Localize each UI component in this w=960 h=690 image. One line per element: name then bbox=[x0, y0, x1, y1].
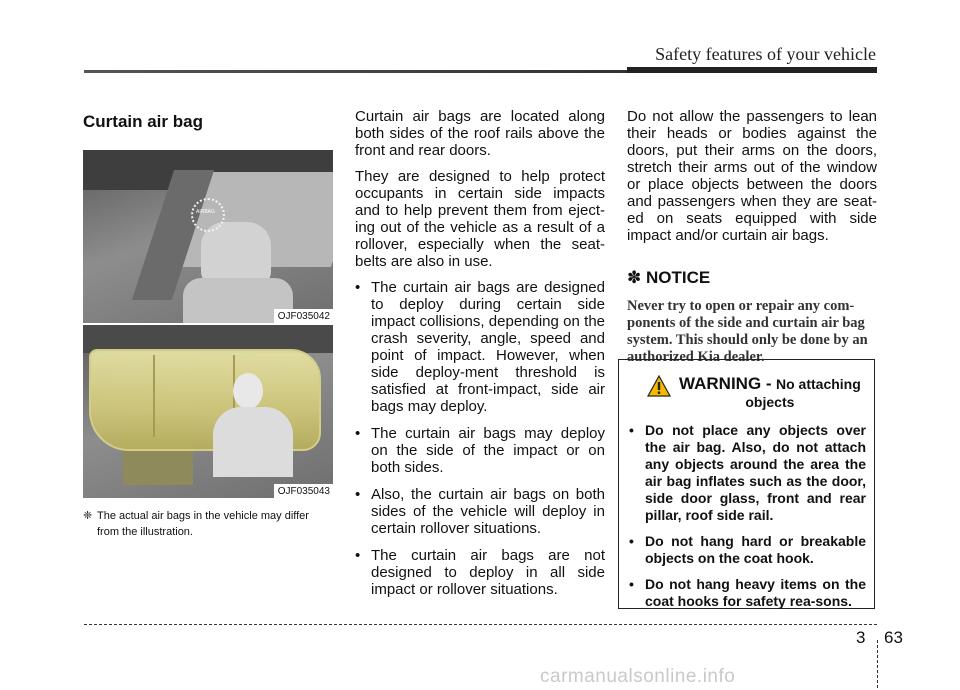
header-title: Safety features of your vehicle bbox=[655, 44, 876, 64]
header-rule bbox=[84, 70, 877, 73]
left-column bbox=[83, 108, 333, 540]
warning-subtitle-line2: objects bbox=[745, 394, 795, 410]
list-item bbox=[355, 425, 605, 476]
warning-header bbox=[629, 374, 866, 410]
bullet-icon: • bbox=[629, 533, 634, 549]
list-item bbox=[629, 576, 866, 610]
watermark: carmanualsonline.info bbox=[540, 666, 736, 687]
list-item-text: Also, the curtain air bags on both sides of the vehicle will deploy in certain rollover situations. bbox=[371, 486, 605, 537]
paragraph: Curtain air bags are located along both sides of the roof rails above the front and rear doors. bbox=[355, 108, 605, 159]
list-item bbox=[355, 279, 605, 415]
bullet-icon: • bbox=[629, 422, 634, 438]
figure-footnote bbox=[83, 508, 333, 540]
bullet-icon: • bbox=[355, 547, 361, 564]
footer-divider bbox=[877, 640, 878, 688]
bullet-icon: • bbox=[355, 486, 361, 503]
occupant-head-shape bbox=[233, 373, 263, 409]
notice-title: ✽ NOTICE bbox=[627, 268, 711, 287]
warning-list bbox=[629, 422, 866, 610]
warning-triangle-icon bbox=[647, 375, 671, 397]
figure-curtain-airbag-location bbox=[83, 150, 333, 323]
warning-title-block bbox=[679, 374, 861, 410]
list-item-text: Do not hang heavy items on the coat hooks for safety rea-sons. bbox=[645, 576, 866, 609]
occupant-body-shape bbox=[213, 407, 293, 477]
figure-label: OJF035043 bbox=[274, 484, 333, 498]
right-column bbox=[627, 108, 877, 366]
footer-rule bbox=[84, 624, 877, 625]
list-item bbox=[355, 547, 605, 598]
page-section-number: 3 bbox=[856, 628, 866, 647]
footnote-text: The actual air bags in the vehicle may differ from the illustration. bbox=[97, 510, 309, 538]
bullet-icon: • bbox=[355, 279, 361, 296]
bullet-icon: • bbox=[355, 425, 361, 442]
bullet-icon: • bbox=[629, 576, 634, 592]
section-title: Curtain air bag bbox=[83, 112, 203, 131]
list-item bbox=[629, 533, 866, 567]
list-item bbox=[355, 486, 605, 537]
figure-curtain-airbag-deployed bbox=[83, 325, 333, 498]
page-number: 63 bbox=[884, 628, 903, 647]
list-item-text: The curtain air bags may deploy on the side of the impact or on both sides. bbox=[371, 425, 605, 476]
paragraph: They are designed to help protect occupants in certain side impacts and to help prevent them from eject-ing out of the vehicle as a result of a rollover, especially when the seat-belts are also in use. bbox=[355, 168, 605, 270]
list-item-text: The curtain air bags are designed to deploy during certain side impact collisions, depending on the crash severity, angle, speed and point of impact. However, when side deploy-ment threshold is satisfied at front-impact, side air bags may deploy. bbox=[371, 279, 605, 415]
curtain-seam bbox=[153, 355, 155, 437]
list-item bbox=[629, 422, 866, 524]
paragraph: Do not allow the passengers to lean their heads or bodies against the doors, put their arms on the doors, stretch their arms out of the window or place objects between the doors and passengers when they are seat-ed on seats equipped with side impact and/or curtain air bags. bbox=[627, 108, 877, 244]
warning-box bbox=[618, 359, 875, 609]
footnote-mark: ❈ bbox=[83, 510, 93, 522]
warning-subtitle-line1: No attaching bbox=[776, 376, 861, 392]
airbag-marker-icon bbox=[191, 198, 225, 232]
list-item-text: Do not hang hard or breakable objects on the coat hook. bbox=[645, 533, 866, 566]
bullet-list bbox=[355, 279, 605, 598]
middle-column bbox=[355, 108, 605, 608]
figure-label: OJF035042 bbox=[274, 309, 333, 323]
notice-text: Never try to open or repair any com-ponents of the side and curtain air bag system. This should only be done by an authorized Kia dealer. bbox=[627, 298, 868, 365]
list-item-text: The curtain air bags are not designed to deploy in all side impact or rollover situations. bbox=[371, 547, 605, 598]
list-item-text: Do not place any objects over the air bag. Also, do not attach any objects around the area the air bag inflates such as the door, side door glass, front and rear pillar, roof side rail. bbox=[645, 422, 866, 523]
warning-title: WARNING - bbox=[679, 374, 772, 393]
airbag-marker-text: AIRBAG bbox=[196, 209, 215, 215]
